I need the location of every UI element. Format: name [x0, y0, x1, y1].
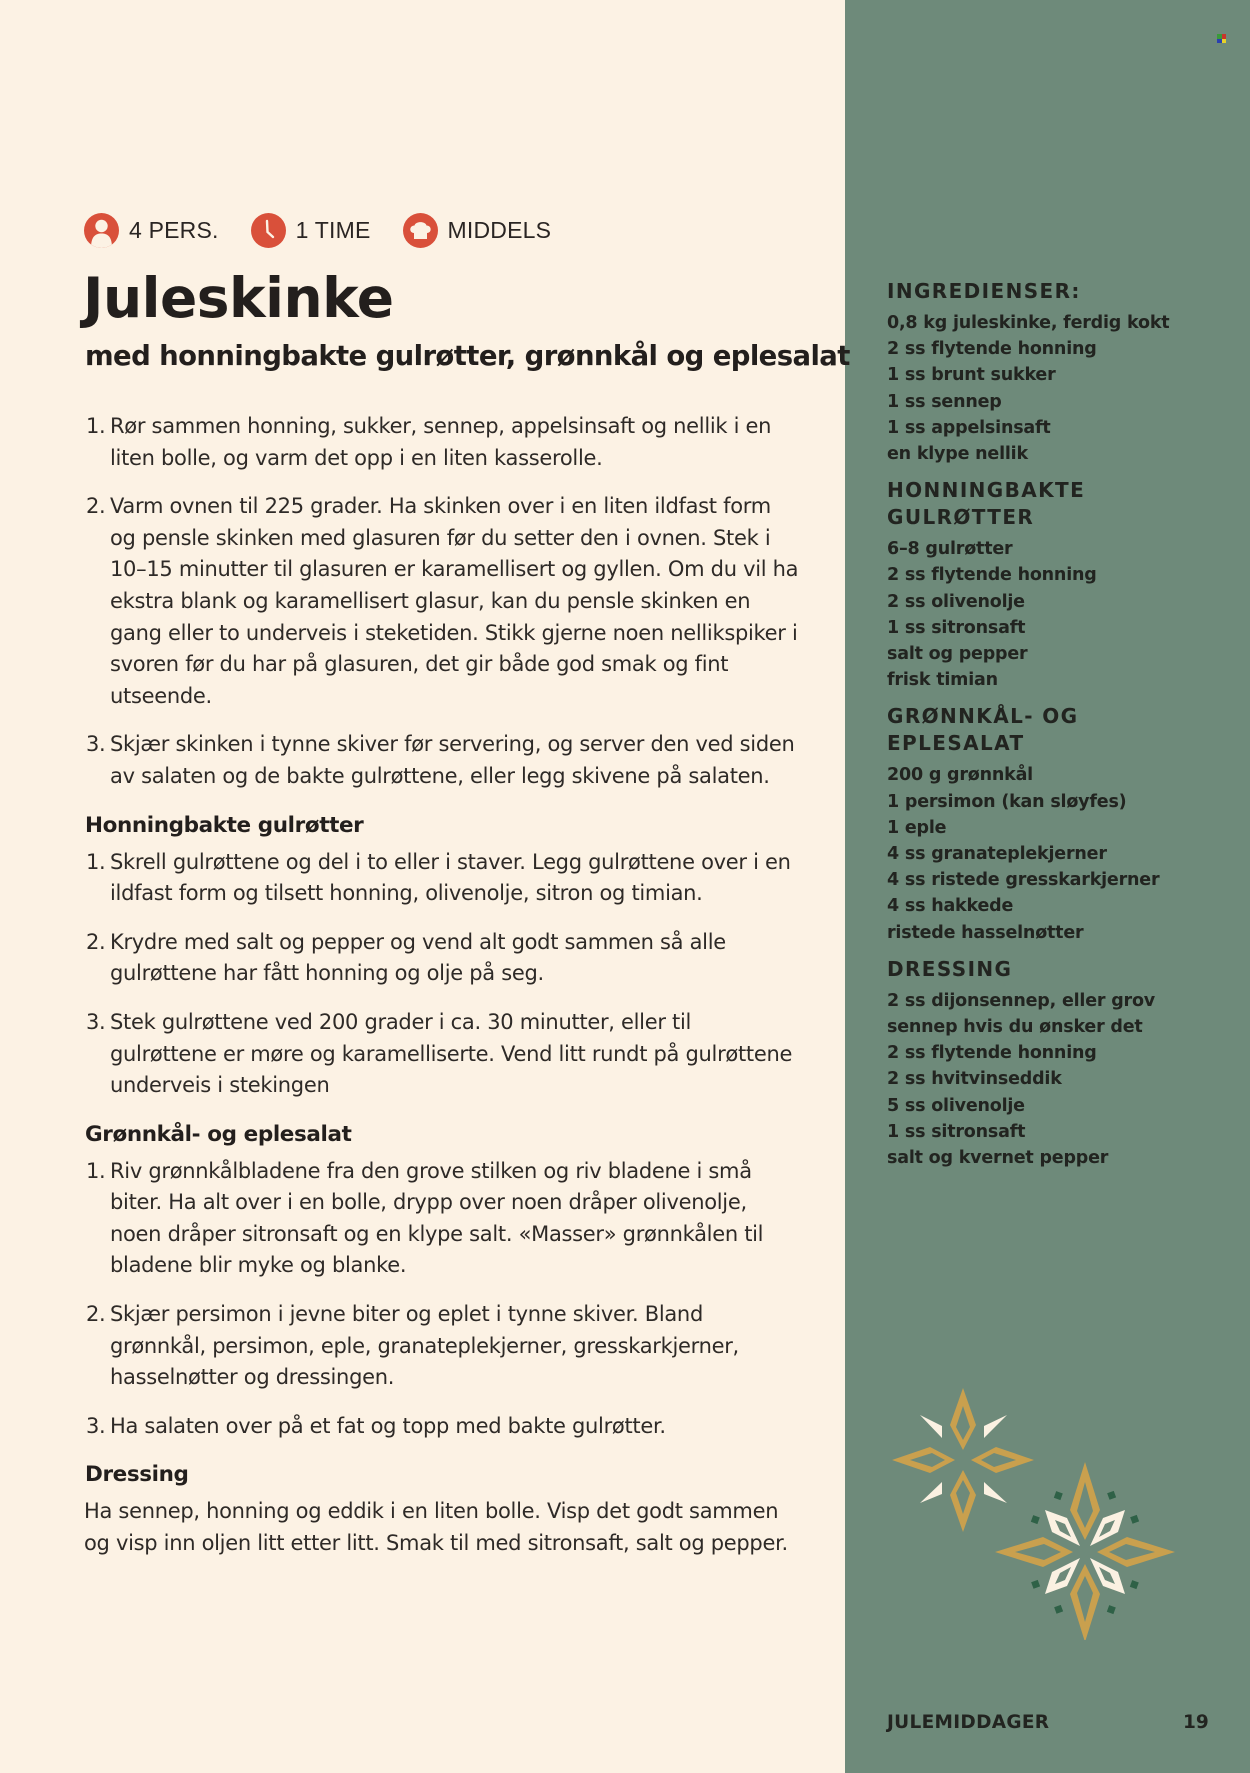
ingredient-item: salt og pepper	[887, 644, 1028, 665]
step-number: 1.	[86, 414, 106, 438]
ingredients-carrots	[887, 536, 1227, 693]
step-text: Rør sammen honning, sukker, sennep, appelsinsaft og nellik i en liten bolle, og varm det opp i en liten kasserolle.	[110, 414, 772, 470]
ingredient-item: 2 ss olivenolje	[887, 591, 1025, 612]
section-heading-salad: Grønnkål- og eplesalat	[85, 1121, 352, 1147]
star-large-icon	[995, 1462, 1175, 1640]
dressing-text: Ha sennep, honning og eddik i en liten bolle. Visp det godt sammen og visp inn oljen litt etter litt. Smak til med sitronsaft, salt og pepper.	[84, 1499, 788, 1556]
ingredients-dressing	[887, 988, 1157, 1171]
section-heading-dressing: Dressing	[85, 1462, 189, 1488]
step-number: 1.	[86, 1158, 106, 1183]
salad-steps	[84, 1156, 799, 1443]
clock-icon	[251, 213, 286, 248]
step	[84, 1007, 799, 1102]
ingredient-item: 1 ss appelsinsaft	[887, 417, 1051, 438]
ingredient-item: 4 ss granateplekjerner	[887, 844, 1107, 865]
ingredient-item: 200 g grønnkål	[887, 765, 1033, 786]
page-number: 19	[1183, 1712, 1209, 1733]
star-small-icon	[892, 1388, 1034, 1532]
recipe-title: Juleskinke	[83, 266, 394, 330]
recipe-meta	[84, 213, 583, 248]
step	[84, 1156, 799, 1282]
ingredients-heading-main: INGREDIENSER:	[887, 279, 1081, 303]
ingredient-item: 1 persimon (kan sløyfes)	[887, 791, 1127, 812]
time-label: 1 TIME	[295, 217, 371, 243]
step	[84, 1299, 799, 1394]
ingredient-item: 6–8 gulrøtter	[887, 539, 1013, 560]
step-text: Krydre med salt og pepper og vend alt godt sammen så alle gulrøttene har fått honning og olje på seg.	[110, 929, 726, 986]
difficulty-info	[403, 213, 552, 248]
ingredient-item: 2 ss dijonsennep, eller grov sennep hvis du ønsker det	[887, 990, 1155, 1038]
step-number: 3.	[86, 1413, 106, 1438]
servings-label: 4 PERS.	[129, 217, 219, 243]
section-heading-carrots: Honningbakte gulrøtter	[85, 812, 364, 838]
ingredient-item: en klype nellik	[887, 444, 1028, 465]
ingredients-heading-dressing: DRESSING	[887, 956, 1013, 981]
ingredient-item: 0,8 kg juleskinke, ferdig kokt	[887, 313, 1170, 333]
person-icon	[84, 213, 119, 248]
ingredient-item: 1 ss sitronsaft	[887, 1121, 1026, 1142]
step	[84, 927, 799, 990]
ingredient-item: 2 ss flytende honning	[887, 1043, 1097, 1064]
step-text: Skrell gulrøttene og del i to eller i staver. Legg gulrøttene over i en ildfast form og tilsett honning, olivenolje, sitron og timian.	[110, 849, 791, 906]
ingredient-item: 4 ss ristede gresskarkjerner	[887, 870, 1160, 891]
ingredient-item: salt og kvernet pepper	[887, 1148, 1109, 1169]
step-number: 2.	[86, 1302, 106, 1327]
ingredient-item: 2 ss flytende honning	[887, 565, 1097, 586]
step	[84, 847, 799, 910]
step-number: 3.	[86, 732, 106, 757]
decorative-stars	[880, 1370, 1180, 1640]
step-text: Skjær skinken i tynne skiver før servering, og server den ved siden av salaten og de bakte gulrøttene, eller legg skivene på salaten.	[110, 732, 795, 788]
ingredient-item: 1 ss brunt sukker	[887, 365, 1056, 386]
ingredients-heading-carrots: HONNINGBAKTE GULRØTTER	[887, 478, 1086, 530]
ingredients-main	[887, 310, 1227, 467]
difficulty-label: MIDDELS	[447, 217, 552, 243]
ingredient-item: 1 ss sitronsaft	[887, 617, 1026, 638]
step	[84, 1411, 799, 1443]
step-text: Stek gulrøttene ved 200 grader i ca. 30 minutter, eller til gulrøttene er møre og karamelliserte. Vend litt rundt på gulrøttene underveis i stekingen	[110, 1009, 793, 1098]
carrot-steps	[84, 847, 799, 1102]
ingredient-item: 2 ss flytende honning	[887, 339, 1097, 360]
ingredient-item: 4 ss hakkede ristede hasselnøtter	[887, 896, 1084, 943]
section-label: JULEMIDDAGER	[887, 1712, 1050, 1733]
time-info	[251, 213, 371, 248]
step-number: 1.	[86, 849, 106, 874]
recipe-instructions	[84, 411, 799, 1560]
step-number: 2.	[86, 494, 106, 519]
print-color-mark	[1217, 34, 1226, 43]
step-text: Varm ovnen til 225 grader. Ha skinken over i en liten ildfast form og pensle skinken med glasuren før du setter den i ovnen. Stek i 10–15 minutter til glasuren er karamellisert og gyllen. Om du vil ha ekstra blank og karamellisert glasur, kan du pensle skinken en gang eller to underveis i steketiden. Stikk gjerne noen nellikspiker i svoren før du har på glasuren, det gir både god smak og fint utseende.	[110, 494, 799, 708]
step	[84, 491, 799, 712]
ingredient-item: 2 ss hvitvinseddik	[887, 1069, 1062, 1090]
chef-hat-icon	[403, 213, 438, 248]
step	[84, 411, 799, 474]
step-text: Riv grønnkålbladene fra den grove stilken og riv bladene i små biter. Ha alt over i en bolle, drypp over noen dråper olivenolje, noen dråper sitronsaft og en klype salt. «Masser» grønnkålen til bladene blir myke og blanke.	[110, 1158, 764, 1278]
ingredient-item: 1 eple	[887, 817, 947, 838]
main-steps	[84, 411, 799, 793]
ingredients-salad	[887, 762, 1167, 945]
ingredient-item: 5 ss olivenolje	[887, 1095, 1025, 1116]
ingredients-heading-salad: GRØNNKÅL- OG EPLESALAT	[887, 704, 1079, 756]
ingredients-list	[887, 278, 1227, 1181]
step-text: Skjær persimon i jevne biter og eplet i tynne skiver. Bland grønnkål, persimon, eple, granateplekjerner, gresskarkjerner, hasselnøtter og dressingen.	[110, 1302, 739, 1390]
servings-info	[84, 213, 219, 248]
step-number: 3.	[86, 1009, 106, 1034]
recipe-subtitle: med honningbakte gulrøtter, grønnkål og eplesalat	[85, 340, 850, 372]
step-number: 2.	[86, 929, 106, 954]
step	[84, 729, 799, 792]
ingredient-item: frisk timian	[887, 670, 998, 691]
step-text: Ha salaten over på et fat og topp med bakte gulrøtter.	[110, 1413, 666, 1438]
ingredient-item: 1 ss sennep	[887, 391, 1002, 412]
